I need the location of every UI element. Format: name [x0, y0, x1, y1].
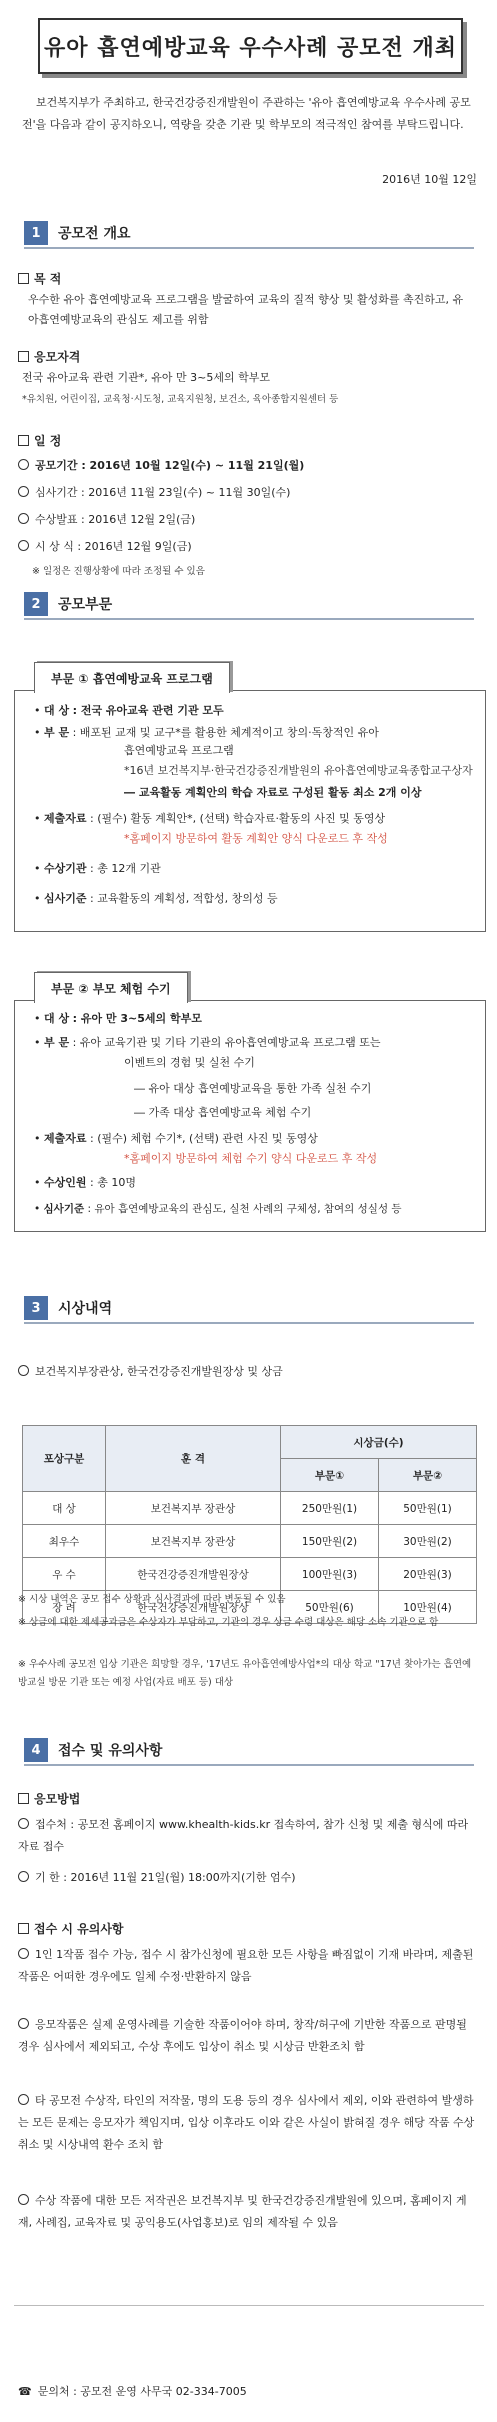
apply-item: 접수처 : 공모전 홈페이지 www.khealth-kids.kr 접속하여, 참가 신청 및 제출 형식에 따라 자료 접수 [18, 1818, 469, 1853]
category-2-tab: 부문 ② 부모 체험 수기 [34, 972, 188, 1003]
submit-row: • 제출자료 : (필수) 활동 계획안*, (선택) 학습자료·활동의 사진 및 동영상 [34, 812, 386, 825]
schedule-item: 공모기간 : 2016년 10월 12일(수) ~ 11월 21일(월) [18, 456, 304, 476]
circle-bullet-icon [18, 1871, 29, 1882]
table-row: 장 려 한국건강증진개발원장상 50만원(6) 10만원(4) [23, 1591, 477, 1624]
checkbox-square-icon [18, 1793, 29, 1804]
col-header: 부문① [281, 1459, 379, 1492]
caution-item: 응모작품은 실제 운영사례를 기술한 작품이어야 하며, 창작/허구에 기반한 작품으로 판명될 경우 심사에서 제외되고, 수상 후에도 입상이 취소 및 시상금 반환조치 함 [18, 2018, 467, 2053]
field-row: • 부 문 : 유아 교육기관 및 기타 기관의 유아흡연예방교육 프로그램 또는 [34, 1036, 381, 1049]
section-number: 1 [24, 221, 48, 245]
checkbox-square-icon [18, 1923, 29, 1934]
circle-bullet-icon [18, 2094, 29, 2105]
schedule-item: 수상발표 : 2016년 12월 2일(금) [18, 510, 195, 530]
awards-lead: 보건복지부장관상, 한국건강증진개발원장상 및 상금 [18, 1362, 283, 1382]
submit-note: *홈페이지 방문하여 체험 수기 양식 다운로드 후 작성 [124, 1152, 378, 1165]
caution-heading: 접수 시 유의사항 [18, 1920, 124, 1937]
quals-text: 전국 유아교육 관련 기관*, 유아 만 3~5세의 학부모 [22, 371, 270, 384]
checkbox-square-icon [18, 273, 29, 284]
field-row-cont: 흡연예방교육 프로그램 [124, 744, 234, 757]
circle-bullet-icon [18, 513, 29, 524]
col-header: 시상금(수) [281, 1426, 477, 1459]
purpose-heading: 목 적 [18, 270, 61, 287]
circle-bullet-icon [18, 2194, 29, 2205]
divider [24, 1764, 474, 1766]
caution-item: 수상 작품에 대한 모든 저작권은 보건복지부 및 한국건강증진개발원에 있으며, 홈페이지 게재, 사례집, 교육자료 및 공익용도(사업홍보)로 임의 제작될 수 있음 [18, 2194, 467, 2229]
field-row-cont: ― 교육활동 계획안의 학습 자료로 구성된 활동 최소 2개 이상 [124, 786, 422, 799]
schedule-item: 심사기간 : 2016년 11월 23일(수) ~ 11월 30일(수) [18, 483, 290, 503]
awards-row: • 수상인원 : 총 10명 [34, 1176, 136, 1189]
judging-row: • 심사기준 : 교육활동의 계획성, 적합성, 창의성 등 [34, 892, 278, 905]
field-row-cont: 이벤트의 경험 및 실천 수기 [124, 1056, 255, 1069]
field-row-cont: ― 가족 대상 흡연예방교육 체험 수기 [134, 1106, 312, 1119]
section-number: 3 [24, 1296, 48, 1320]
section-number: 4 [24, 1738, 48, 1762]
table-row: 최우수 보건복지부 장관상 150만원(2) 30만원(2) [23, 1525, 477, 1558]
circle-bullet-icon [18, 2018, 29, 2029]
section-title: 시상내역 [58, 1301, 113, 1317]
phone-icon: ☎ [18, 2385, 32, 2398]
section-1-header [24, 221, 131, 245]
field-row: • 부 문 : 배포된 교재 및 교구*를 활용한 체계적이고 창의·독창적인 유아 [34, 726, 379, 739]
judging-row: • 심사기준 : 유아 흡연예방교육의 관심도, 실천 사례의 구체성, 참여의 성실성 등 [34, 1203, 402, 1215]
circle-bullet-icon [18, 459, 29, 470]
table-row: 우 수 한국건강증진개발원장상 100만원(3) 20만원(3) [23, 1558, 477, 1591]
divider [24, 247, 474, 249]
section-2-header [24, 592, 112, 616]
col-header: 훈 격 [106, 1426, 281, 1492]
checkbox-square-icon [18, 351, 29, 362]
divider [24, 1322, 474, 1324]
awards-note: ※ 우수사례 공모전 입상 기관은 희망할 경우, '17년도 유아흡연예방사업*의 대상 학교 "17년 찾아가는 흡연예방교실 방문 기관 또는 예정 사업(자료 배포 등) 대상 [18, 1659, 472, 1688]
circle-bullet-icon [18, 486, 29, 497]
checkbox-square-icon [18, 435, 29, 446]
submit-row: • 제출자료 : (필수) 체험 수기*, (선택) 관련 사진 및 동영상 [34, 1132, 318, 1145]
divider [24, 618, 474, 620]
awards-note: ※ 시상 내역은 공모 접수 상황과 심사결과에 따라 변동될 수 있음 [18, 1594, 286, 1605]
section-number: 2 [24, 592, 48, 616]
circle-bullet-icon [18, 1365, 29, 1376]
section-3-header [24, 1296, 112, 1320]
purpose-text: 우수한 유아 흡연예방교육 프로그램을 발굴하여 교육의 질적 향상 및 활성화를 촉진하고, 유아흡연예방교육의 관심도 제고를 위함 [28, 293, 464, 326]
submit-note: *홈페이지 방문하여 활동 계획안 양식 다운로드 후 작성 [124, 832, 388, 845]
table-row: 대 상 보건복지부 장관상 250만원(1) 50만원(1) [23, 1492, 477, 1525]
circle-bullet-icon [18, 1818, 29, 1829]
apply-item: 기 한 : 2016년 11월 21일(월) 18:00까지(기한 엄수) [18, 1868, 296, 1888]
quals-heading: 응모자격 [18, 348, 80, 365]
circle-bullet-icon [18, 1948, 29, 1959]
field-row-cont: ― 유아 대상 흡연예방교육을 통한 가족 실천 수기 [134, 1082, 372, 1095]
col-header: 부문② [379, 1459, 477, 1492]
col-header: 포상구분 [23, 1426, 106, 1492]
caution-item: 1인 1작품 접수 가능, 접수 시 참가신청에 필요한 모든 사항을 빠짐없이 기재 바라며, 제출된 작품은 어떠한 경우에도 일체 수정·반환하지 않음 [18, 1948, 474, 1983]
apply-heading: 응모방법 [18, 1790, 80, 1807]
section-title: 공모전 개요 [58, 226, 131, 242]
section-title: 공모부문 [58, 597, 113, 613]
circle-bullet-icon [18, 540, 29, 551]
section-4-header [24, 1738, 162, 1762]
intro-text: 보건복지부가 주최하고, 한국건강증진개발원이 주관하는 '유아 흡연예방교육 우수사례 공모전'을 다음과 같이 공지하오니, 역량을 갖춘 기관 및 학부모의 적극적인 참여를 부탁드립니다. [22, 96, 471, 131]
contact-line: ☎ 문의처 : 공모전 운영 사무국 02-334-7005 [18, 2385, 247, 2398]
quals-note: *유치원, 어린이집, 교육청·시도청, 교육지원청, 보건소, 육아종합지원센터 등 [22, 394, 339, 405]
section-title: 접수 및 유의사항 [58, 1743, 163, 1759]
page-title: 유아 흡연예방교육 우수사례 공모전 개최 [38, 18, 463, 74]
field-note: *16년 보건복지부·한국건강증진개발원의 유아흡연예방교육종합교구상자 [124, 764, 473, 777]
target-row: • 대 상 : 전국 유아교육 관련 기관 모두 [34, 704, 224, 717]
target-row: • 대 상 : 유아 만 3~5세의 학부모 [34, 1012, 202, 1025]
footer-divider [14, 2305, 484, 2306]
schedule-item: 시 상 식 : 2016년 12월 9일(금) [18, 537, 192, 557]
awards-note: ※ 상금에 대한 제세공과금은 수상자가 부담하고, 기관의 경우 상금 수령 대상은 해당 소속 기관으로 함 [18, 1617, 439, 1628]
awards-row: • 수상기관 : 총 12개 기관 [34, 862, 161, 875]
caution-item: 타 공모전 수상작, 타인의 저작물, 명의 도용 등의 경우 심사에서 제외, 이와 관련하여 발생하는 모든 문제는 응모자가 책임지며, 입상 이후라도 이와 같은 사실이 밝혀질 경우 해당 작품 수상 취소 및 시상내역 환수 조치 함 [18, 2094, 475, 2151]
notice-date: 2016년 10월 12일 [382, 173, 477, 186]
schedule-note: ※ 일정은 진행상황에 따라 조정될 수 있음 [32, 566, 205, 577]
category-1-tab: 부문 ① 흡연예방교육 프로그램 [34, 662, 230, 693]
schedule-heading: 일 정 [18, 432, 61, 449]
